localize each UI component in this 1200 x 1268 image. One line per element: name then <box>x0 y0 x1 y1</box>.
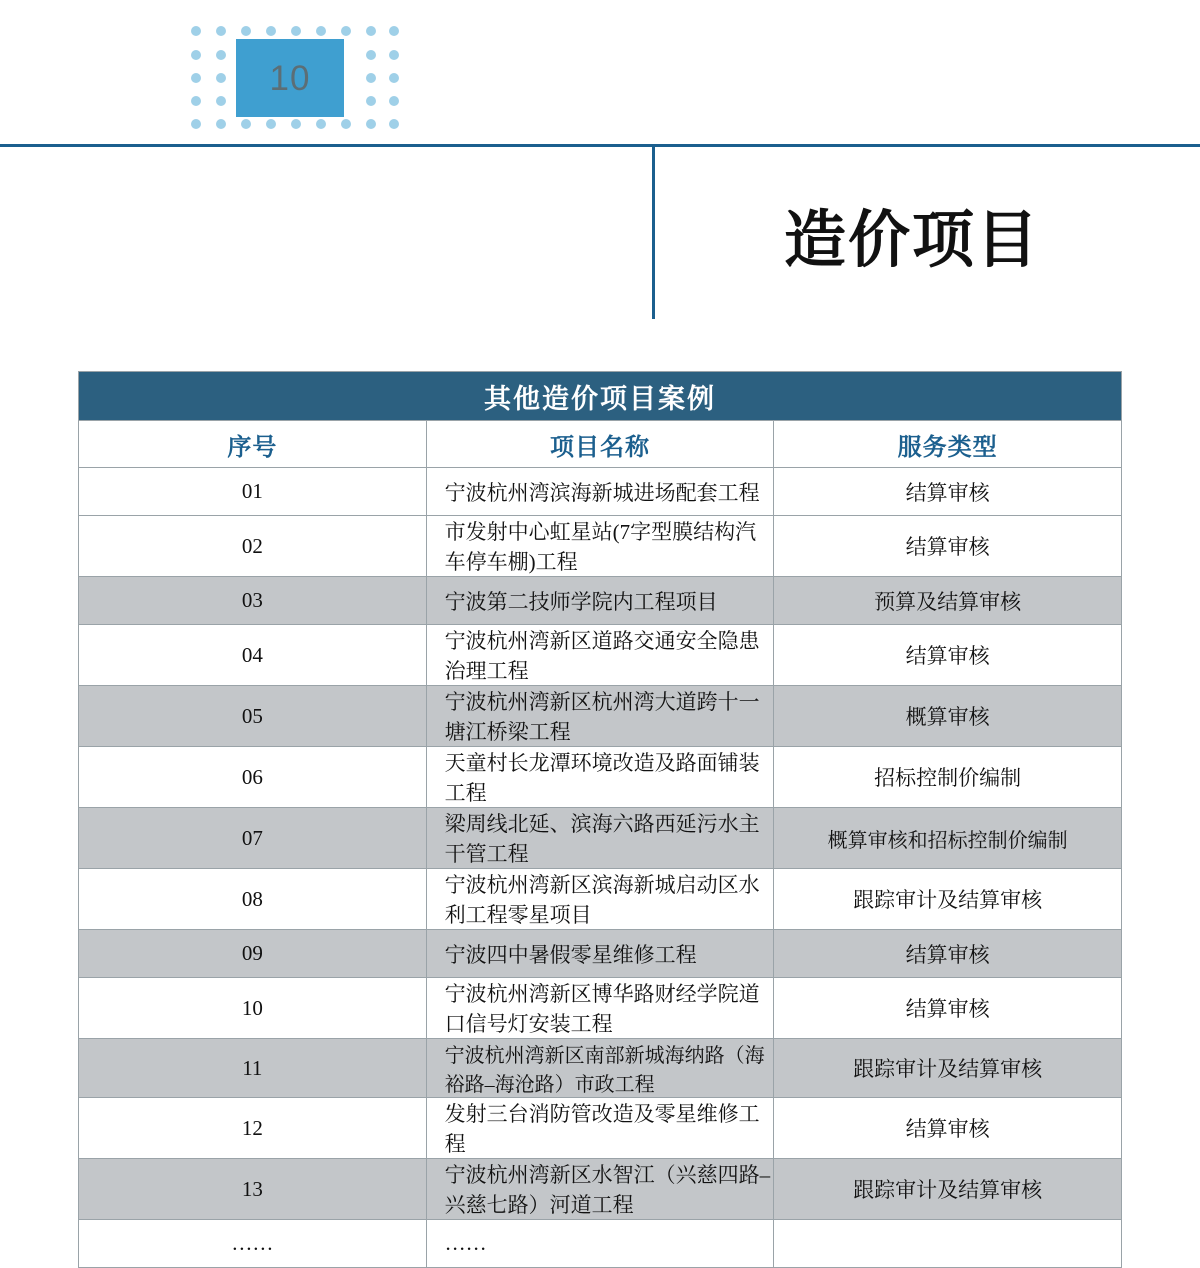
cell-type: 结算审核 <box>774 1098 1122 1159</box>
table-header-row <box>79 421 1122 468</box>
header-horizontal-divider <box>0 144 1200 147</box>
cell-name: 宁波杭州湾新区南部新城海纳路（海裕路–海沧路）市政工程 <box>426 1039 774 1098</box>
cell-name: 市发射中心虹星站(7字型膜结构汽车停车棚)工程 <box>426 516 774 577</box>
cell-index: 11 <box>79 1039 427 1098</box>
table-row <box>79 686 1122 747</box>
table-row <box>79 1098 1122 1159</box>
cell-type: 预算及结算审核 <box>774 577 1122 625</box>
cell-type: 结算审核 <box>774 516 1122 577</box>
table-caption-row <box>79 372 1122 421</box>
cell-type <box>774 1220 1122 1268</box>
header-vertical-divider <box>652 144 655 319</box>
cell-name: 天童村长龙潭环境改造及路面铺装工程 <box>426 747 774 808</box>
cell-type: 概算审核 <box>774 686 1122 747</box>
column-header-index: 序号 <box>79 421 427 468</box>
column-header-type: 服务类型 <box>774 421 1122 468</box>
projects-table-container <box>78 371 1122 1268</box>
table-row <box>79 577 1122 625</box>
cell-type: 招标控制价编制 <box>774 747 1122 808</box>
cell-name: 梁周线北延、滨海六路西延污水主干管工程 <box>426 808 774 869</box>
badge-square <box>236 39 344 117</box>
cell-index: 03 <box>79 577 427 625</box>
cell-index: 09 <box>79 930 427 978</box>
table-row <box>79 978 1122 1039</box>
cell-type: 概算审核和招标控制价编制 <box>774 808 1122 869</box>
cell-index: …… <box>79 1220 427 1268</box>
cell-name: 发射三台消防管改造及零星维修工程 <box>426 1098 774 1159</box>
table-row <box>79 808 1122 869</box>
table-row <box>79 930 1122 978</box>
cell-type: 结算审核 <box>774 978 1122 1039</box>
page-title: 造价项目 <box>783 206 1040 275</box>
cell-index: 07 <box>79 808 427 869</box>
table-row <box>79 1159 1122 1220</box>
cell-index: 05 <box>79 686 427 747</box>
table-row <box>79 468 1122 516</box>
cell-name: …… <box>426 1220 774 1268</box>
table-row <box>79 869 1122 930</box>
cell-name: 宁波杭州湾新区水智江（兴慈四路–兴慈七路）河道工程 <box>426 1159 774 1220</box>
cell-name: 宁波杭州湾新区道路交通安全隐患治理工程 <box>426 625 774 686</box>
projects-table <box>78 371 1122 1268</box>
table-row <box>79 747 1122 808</box>
cell-type: 跟踪审计及结算审核 <box>774 1039 1122 1098</box>
table-row <box>79 625 1122 686</box>
cell-index: 06 <box>79 747 427 808</box>
page-header <box>0 0 1200 330</box>
cell-name: 宁波杭州湾新区杭州湾大道跨十一塘江桥梁工程 <box>426 686 774 747</box>
badge-number-text: 10 <box>269 58 311 98</box>
cell-type: 结算审核 <box>774 930 1122 978</box>
cell-type: 结算审核 <box>774 468 1122 516</box>
section-number-badge <box>190 25 400 130</box>
cell-type: 跟踪审计及结算审核 <box>774 869 1122 930</box>
cell-index: 10 <box>79 978 427 1039</box>
table-caption: 其他造价项目案例 <box>79 372 1122 421</box>
table-row <box>79 1220 1122 1268</box>
cell-name: 宁波杭州湾滨海新城进场配套工程 <box>426 468 774 516</box>
cell-index: 08 <box>79 869 427 930</box>
column-header-name: 项目名称 <box>426 421 774 468</box>
cell-index: 12 <box>79 1098 427 1159</box>
cell-index: 04 <box>79 625 427 686</box>
cell-name: 宁波第二技师学院内工程项目 <box>426 577 774 625</box>
cell-index: 01 <box>79 468 427 516</box>
cell-type: 跟踪审计及结算审核 <box>774 1159 1122 1220</box>
cell-name: 宁波四中暑假零星维修工程 <box>426 930 774 978</box>
cell-name: 宁波杭州湾新区滨海新城启动区水利工程零星项目 <box>426 869 774 930</box>
table-row <box>79 1039 1122 1098</box>
table-row <box>79 516 1122 577</box>
cell-type: 结算审核 <box>774 625 1122 686</box>
cell-index: 02 <box>79 516 427 577</box>
cell-index: 13 <box>79 1159 427 1220</box>
cell-name: 宁波杭州湾新区博华路财经学院道口信号灯安装工程 <box>426 978 774 1039</box>
